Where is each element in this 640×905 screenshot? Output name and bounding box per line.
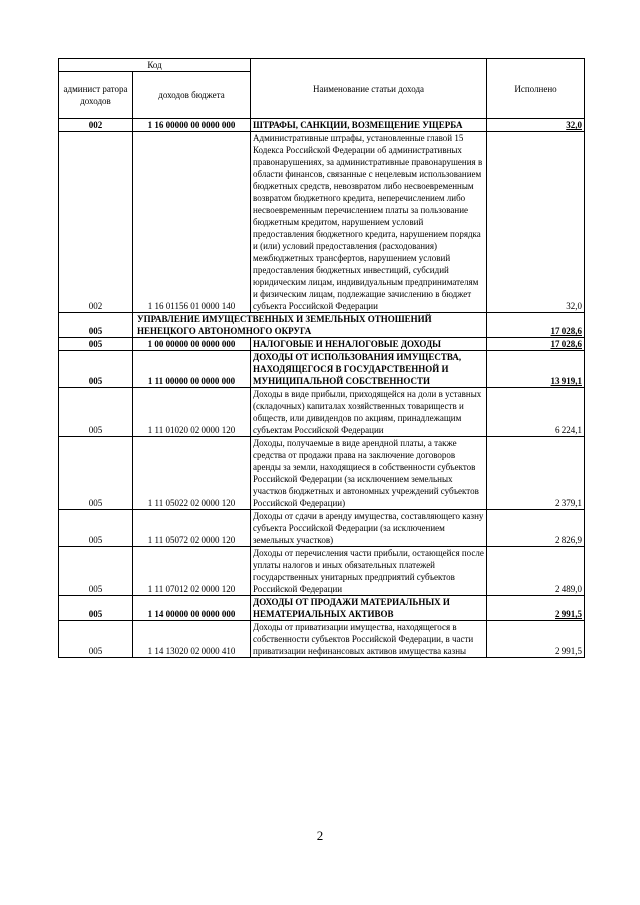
income-name-cell: ДОХОДЫ ОТ ПРОДАЖИ МАТЕРИАЛЬНЫХ И НЕМАТЕРИАЛЬНЫХ АКТИВОВ <box>251 596 487 621</box>
executed-amount-cell: 2 991,5 <box>487 621 585 658</box>
income-code-cell: 1 11 05022 02 0000 120 <box>133 437 251 510</box>
admin-code-cell: 005 <box>59 621 133 658</box>
table-row <box>59 510 585 547</box>
table-row <box>59 437 585 510</box>
table-header-row <box>59 59 585 72</box>
income-code-cell: 1 00 00000 00 0000 000 <box>133 338 251 351</box>
income-code-cell: 1 14 13020 02 0000 410 <box>133 621 251 658</box>
income-name-cell: Доходы в виде прибыли, приходящейся на доли в уставных (складочных) капиталах хозяйственных товариществ и обществ, или дивидендов по акциям, принадлежащим субъектам Российской Федерации <box>251 388 487 437</box>
income-code-column-header: доходов бюджета <box>133 72 251 119</box>
income-table <box>58 58 585 658</box>
table-row <box>59 119 585 132</box>
name-column-header: Наименование статьи дохода <box>251 59 487 119</box>
admin-code-cell: 002 <box>59 119 133 132</box>
executed-column-header: Исполнено <box>487 59 585 119</box>
income-name-cell: ДОХОДЫ ОТ ИСПОЛЬЗОВАНИЯ ИМУЩЕСТВА, НАХОДЯЩЕГОСЯ В ГОСУДАРСТВЕННОЙ И МУНИЦИПАЛЬНОЙ СОБСТВЕННОСТИ <box>251 351 487 388</box>
income-name-cell: ШТРАФЫ, САНКЦИИ, ВОЗМЕЩЕНИЕ УЩЕРБА <box>251 119 487 132</box>
executed-amount-cell: 2 489,0 <box>487 547 585 596</box>
table-row <box>59 132 585 313</box>
table-row <box>59 621 585 658</box>
executed-amount-cell: 2 826,9 <box>487 510 585 547</box>
admin-code-cell: 005 <box>59 596 133 621</box>
page-number: 2 <box>316 828 324 843</box>
executed-amount-cell: 32,0 <box>487 119 585 132</box>
executed-amount-cell: 17 028,6 <box>487 313 585 338</box>
admin-code-cell: 005 <box>59 437 133 510</box>
executed-amount-cell: 2 991,5 <box>487 596 585 621</box>
executed-amount-cell: 6 224,1 <box>487 388 585 437</box>
admin-code-cell: 005 <box>59 313 133 338</box>
income-name-cell: Доходы от перечисления части прибыли, остающейся после уплаты налогов и иных обязательных платежей государственных унитарных предприятий субъектов Российской Федерации <box>251 547 487 596</box>
table-row <box>59 388 585 437</box>
income-code-cell: 1 11 00000 00 0000 000 <box>133 351 251 388</box>
admin-column-header: админист ратора доходов <box>59 72 133 119</box>
executed-amount-cell: 32,0 <box>487 132 585 313</box>
admin-code-cell: 002 <box>59 132 133 313</box>
table-row <box>59 313 585 338</box>
income-name-cell: Административные штрафы, установленные главой 15 Кодекса Российской Федерации об административных правонарушениях, за административные правонарушения в области финансов, связанные с нецелевым использованием бюджетных средств, невозвратом либо несвоевременным возвратом бюджетного кредита, неперечислением либо несвоевременным перечислением платы за пользование бюджетным кредитом, нарушением условий предоставления бюджетного кредита, нарушением порядка и (или) условий предоставления (расходования) межбюджетных трансфертов, нарушением условий предоставления бюджетных инвестиций, субсидий юридическим лицам, индивидуальным предпринимателям и физическим лицам, подлежащие зачислению в бюджет субъекта Российской Федерации <box>251 132 487 313</box>
table-row <box>59 351 585 388</box>
income-code-cell: 1 11 01020 02 0000 120 <box>133 388 251 437</box>
executed-amount-cell: 13 919,1 <box>487 351 585 388</box>
table-row <box>59 596 585 621</box>
income-name-cell: Доходы от сдачи в аренду имущества, составляющего казну субъекта Российской Федерации (за исключением земельных участков) <box>251 510 487 547</box>
income-code-cell: 1 16 00000 00 0000 000 <box>133 119 251 132</box>
income-code-cell: 1 14 00000 00 0000 000 <box>133 596 251 621</box>
income-code-cell: 1 11 07012 02 0000 120 <box>133 547 251 596</box>
income-code-cell: 1 11 05072 02 0000 120 <box>133 510 251 547</box>
income-name-cell: НАЛОГОВЫЕ И НЕНАЛОГОВЫЕ ДОХОДЫ <box>251 338 487 351</box>
table-row <box>59 547 585 596</box>
admin-code-cell: 005 <box>59 547 133 596</box>
income-name-cell: Доходы, получаемые в виде арендной платы, а также средства от продажи права на заключение договоров аренды за земли, находящиеся в собственности субъектов Российской Федерации (за исключением земельных участков бюджетных и автономных учреждений субъектов Российской Федерации) <box>251 437 487 510</box>
income-name-cell: УПРАВЛЕНИЕ ИМУЩЕСТВЕННЫХ И ЗЕМЕЛЬНЫХ ОТНОШЕНИЙ НЕНЕЦКОГО АВТОНОМНОГО ОКРУГА <box>133 313 487 338</box>
admin-code-cell: 005 <box>59 338 133 351</box>
admin-code-cell: 005 <box>59 510 133 547</box>
code-group-header: Код <box>59 59 251 72</box>
income-code-cell: 1 16 01156 01 0000 140 <box>133 132 251 313</box>
income-name-cell: Доходы от приватизации имущества, находящегося в собственности субъектов Российской Федерации, в части приватизации нефинансовых активов имущества казны <box>251 621 487 658</box>
executed-amount-cell: 17 028,6 <box>487 338 585 351</box>
executed-amount-cell: 2 379,1 <box>487 437 585 510</box>
table-row <box>59 338 585 351</box>
admin-code-cell: 005 <box>59 388 133 437</box>
admin-code-cell: 005 <box>59 351 133 388</box>
